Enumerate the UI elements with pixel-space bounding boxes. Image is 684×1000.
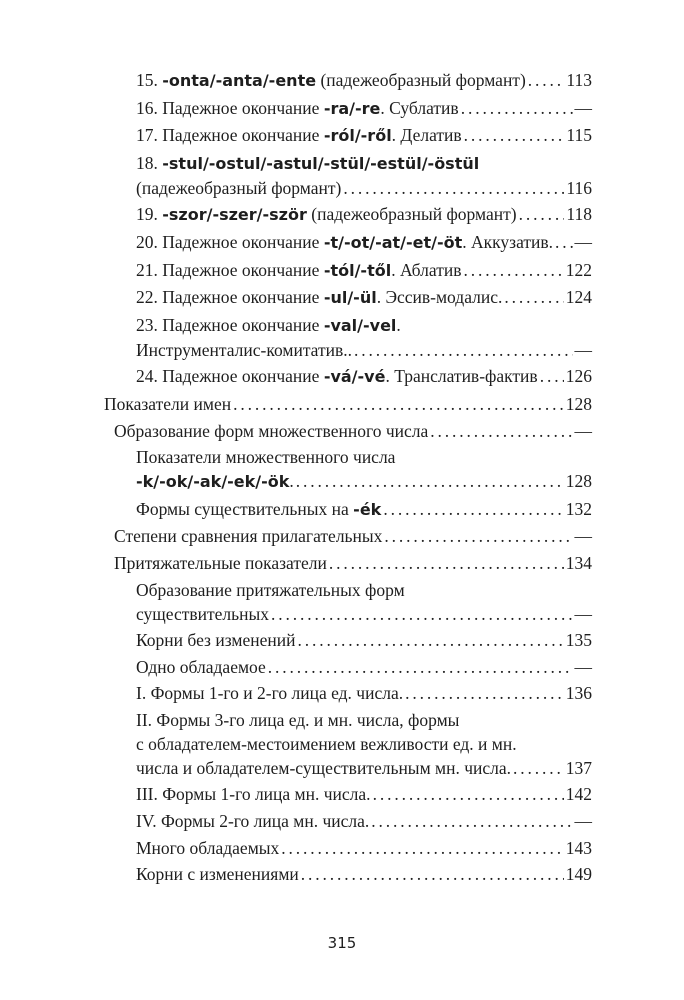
suffix-bold: -ról/-ről [323,126,392,146]
title-text: 16. Падежное окончание [136,97,324,118]
toc-entry-title [136,338,352,362]
toc-entry[interactable] [104,151,592,200]
title-text: 15. [136,70,163,90]
toc-entry-title [136,230,553,255]
page-ref: 132 [565,498,592,519]
toc-entry-title [136,123,462,148]
dot-leader [233,392,564,416]
toc-entry[interactable] [104,708,592,780]
suffix-bold: -ék [353,499,382,519]
toc-entry[interactable] [104,285,592,310]
page-ref: — [574,339,592,360]
title-text: Много обладаемых [136,837,280,858]
title-text: III. Формы 1-го лица мн. числа. [136,784,371,805]
dot-leader [384,524,572,548]
dot-leader [405,681,564,705]
page-ref: 143 [565,837,592,858]
page-ref: 116 [566,177,592,198]
suffix-bold: -szor/-szer/-ször [162,205,307,225]
toc-entry-title [136,578,405,602]
dot-leader [383,497,563,521]
title-text: . Аккузатив. [462,231,554,252]
dot-leader [528,68,565,92]
title-text: . Сублатив [380,97,459,118]
title-text: 22. Падежное окончание [136,287,324,308]
title-text: I. Формы 1-го и 2-го лица ед. числа. [136,683,404,704]
table-of-contents [104,68,592,889]
title-text: . Делатив [391,125,462,146]
toc-entry[interactable] [104,524,592,548]
toc-entry-title [136,782,371,806]
dot-leader [540,364,564,388]
toc-entry-title [136,202,517,227]
page-ref: 128 [565,393,592,414]
title-text: Одно обладаемое [136,656,266,677]
toc-entry-line [104,655,592,679]
toc-entry-title [136,836,279,860]
title-text: (падежеобразный формант) [316,70,526,90]
toc-entry[interactable] [104,392,592,416]
dot-leader [281,836,563,860]
dot-leader [296,469,564,493]
toc-entry-line [104,602,592,626]
toc-entry-title [136,96,459,121]
toc-entry-title [136,151,479,176]
toc-entry[interactable] [104,551,592,575]
toc-entry-line [104,176,592,200]
toc-entry-title [136,176,341,200]
page-ref: — [574,656,592,677]
toc-entry-line [104,836,592,860]
page-ref: 134 [565,552,592,573]
toc-entry-title [114,551,327,575]
title-text: . Аблатив [391,259,462,280]
toc-entry-line [104,524,592,548]
page-ref: 124 [565,287,592,308]
toc-entry[interactable] [104,782,592,806]
toc-entry-title [136,809,369,833]
suffix-bold: -ul/-ül [323,288,377,308]
title-text: Показатели множественного числа [136,447,396,468]
toc-entry-line [104,151,592,176]
title-text: 23. Падежное окончание [136,314,324,335]
title-text: . [396,314,401,335]
toc-entry[interactable] [104,68,592,93]
toc-entry-title [136,258,461,283]
suffix-bold: -stul/-ostul/-astul/-stül/-estül/-östül [162,153,480,173]
toc-entry-line [104,230,592,255]
title-text: Показатели имен [104,393,232,414]
title-text: с обладателем-местоимением вежливости ед. и мн. [136,733,517,754]
title-text: существительных [136,603,270,624]
toc-entry[interactable] [104,681,592,705]
suffix-bold: -vá/-vé [323,367,386,387]
page-ref: — [574,603,592,624]
page-ref: 142 [565,784,592,805]
toc-entry-title [136,364,538,389]
page-ref: 118 [566,204,592,225]
toc-entry-line [104,202,592,227]
toc-entry-title [136,862,299,886]
page-ref: — [574,811,592,832]
toc-entry-line [104,258,592,283]
suffix-bold: -ra/-re [323,98,381,118]
dot-leader [268,655,573,679]
page-ref: — [574,231,592,252]
dot-leader [354,338,572,362]
toc-entry-title [136,313,401,338]
toc-entry[interactable] [104,862,592,886]
toc-entry-title [136,732,517,756]
toc-entry-title [136,655,266,679]
dot-leader [371,809,572,833]
toc-entry-title [104,392,231,416]
dot-leader [373,782,564,806]
title-text: . [289,471,294,492]
toc-entry-line [104,419,592,443]
toc-entry-line [104,469,592,494]
toc-entry-title [114,524,382,548]
page-ref: — [574,420,592,441]
page-number: 315 [327,934,357,952]
toc-entry-title [136,445,395,469]
page-ref: 135 [565,630,592,651]
page-ref: 137 [565,757,592,778]
toc-entry-line [104,862,592,886]
toc-entry[interactable] [104,202,592,227]
dot-leader [301,862,564,886]
toc-entry[interactable] [104,628,592,652]
suffix-bold: -t/-ot/-at/-et/-öt [323,232,463,252]
toc-entry[interactable] [104,497,592,522]
title-text: . Эссив-модалис. [376,287,503,308]
title-text: Образование притяжательных форм [136,579,405,600]
toc-entry-line [104,313,592,338]
toc-entry-line [104,338,592,362]
toc-entry-title [136,756,511,780]
toc-entry-line [104,809,592,833]
title-text: Корни без изменений [136,630,296,651]
toc-entry-title [136,628,295,652]
dot-leader [464,123,565,147]
dot-leader [430,419,572,443]
title-text: 21. Падежное окончание [136,259,324,280]
toc-entry-line [104,628,592,652]
dot-leader [504,285,563,309]
page-ref: 136 [565,683,592,704]
toc-entry[interactable] [104,655,592,679]
toc-entry-title [136,602,269,626]
toc-entry-title [136,681,403,705]
toc-entry[interactable] [104,123,592,148]
toc-entry-title [136,708,459,732]
dot-leader [343,176,564,200]
toc-entry-line [104,96,592,121]
title-text: (падежеобразный формант) [136,177,342,198]
suffix-bold: -tól/-től [323,260,392,280]
dot-leader [519,202,565,226]
toc-entry[interactable] [104,836,592,860]
dot-leader [513,756,564,780]
toc-entry-title [136,285,502,310]
toc-entry-title [136,469,294,494]
title-text: Притяжательные показатели [114,552,327,573]
dot-leader [463,258,563,282]
title-text: Образование форм множественного числа [114,420,429,441]
toc-entry-line [104,392,592,416]
page-ref: 122 [565,259,592,280]
toc-entry[interactable] [104,258,592,283]
toc-entry-line [104,708,592,732]
dot-leader [271,602,572,626]
dot-leader [297,628,563,652]
toc-entry-line [104,782,592,806]
toc-entry-line [104,551,592,575]
toc-entry-title [136,68,526,93]
toc-entry-line [104,68,592,93]
title-text: 19. [136,204,163,225]
toc-entry-line [104,285,592,310]
suffix-bold: -onta/-anta/-ente [162,71,317,90]
title-text: . Транслатив-фактив [385,366,538,387]
title-text: 24. Падежное окончание [136,366,324,387]
toc-entry[interactable] [104,809,592,833]
title-text: (падежеобразный формант) [306,204,517,225]
toc-entry[interactable] [104,364,592,389]
title-text: 17. Падежное окончание [136,125,324,146]
dot-leader [329,551,564,575]
title-text: Степени сравнения прилагательных [114,526,383,547]
page-ref: 113 [566,70,592,90]
title-text: 18. [136,152,163,173]
toc-entry[interactable] [104,230,592,255]
toc-entry-line [104,681,592,705]
toc-entry-title [114,419,428,443]
title-text: 20. Падежное окончание [136,231,324,252]
title-text: II. Формы 3-го лица ед. и мн. числа, формы [136,709,460,730]
title-text: Инструменталис-комитатив.. [136,339,353,360]
toc-entry[interactable] [104,313,592,362]
toc-entry-line [104,364,592,389]
title-text: IV. Формы 2-го лица мн. числа. [136,811,370,832]
page-ref: 149 [565,864,592,885]
suffix-bold: -val/-vel [323,315,397,335]
toc-entry-line [104,732,592,756]
title-text: Корни с изменениями [136,864,299,885]
toc-entry-line [104,578,592,602]
suffix-bold: -k/-ok/-ak/-ek/-ök [136,472,290,492]
page-ref: 128 [565,471,592,492]
toc-entry[interactable] [104,419,592,443]
dot-leader [461,96,573,120]
toc-entry-line [104,123,592,148]
toc-entry[interactable] [104,445,592,494]
toc-entry-title [136,497,381,522]
title-text: Формы существительных на [136,498,354,519]
toc-entry-line [104,497,592,522]
dot-leader [555,230,572,254]
toc-entry-line [104,756,592,780]
page-ref: 115 [566,125,592,146]
toc-entry-line [104,445,592,469]
toc-entry[interactable] [104,96,592,121]
title-text: числа и обладателем-существительным мн. числа. [136,757,512,778]
toc-entry[interactable] [104,578,592,626]
page-ref: — [574,526,592,547]
page-ref: — [574,97,592,118]
page-ref: 126 [565,366,592,387]
